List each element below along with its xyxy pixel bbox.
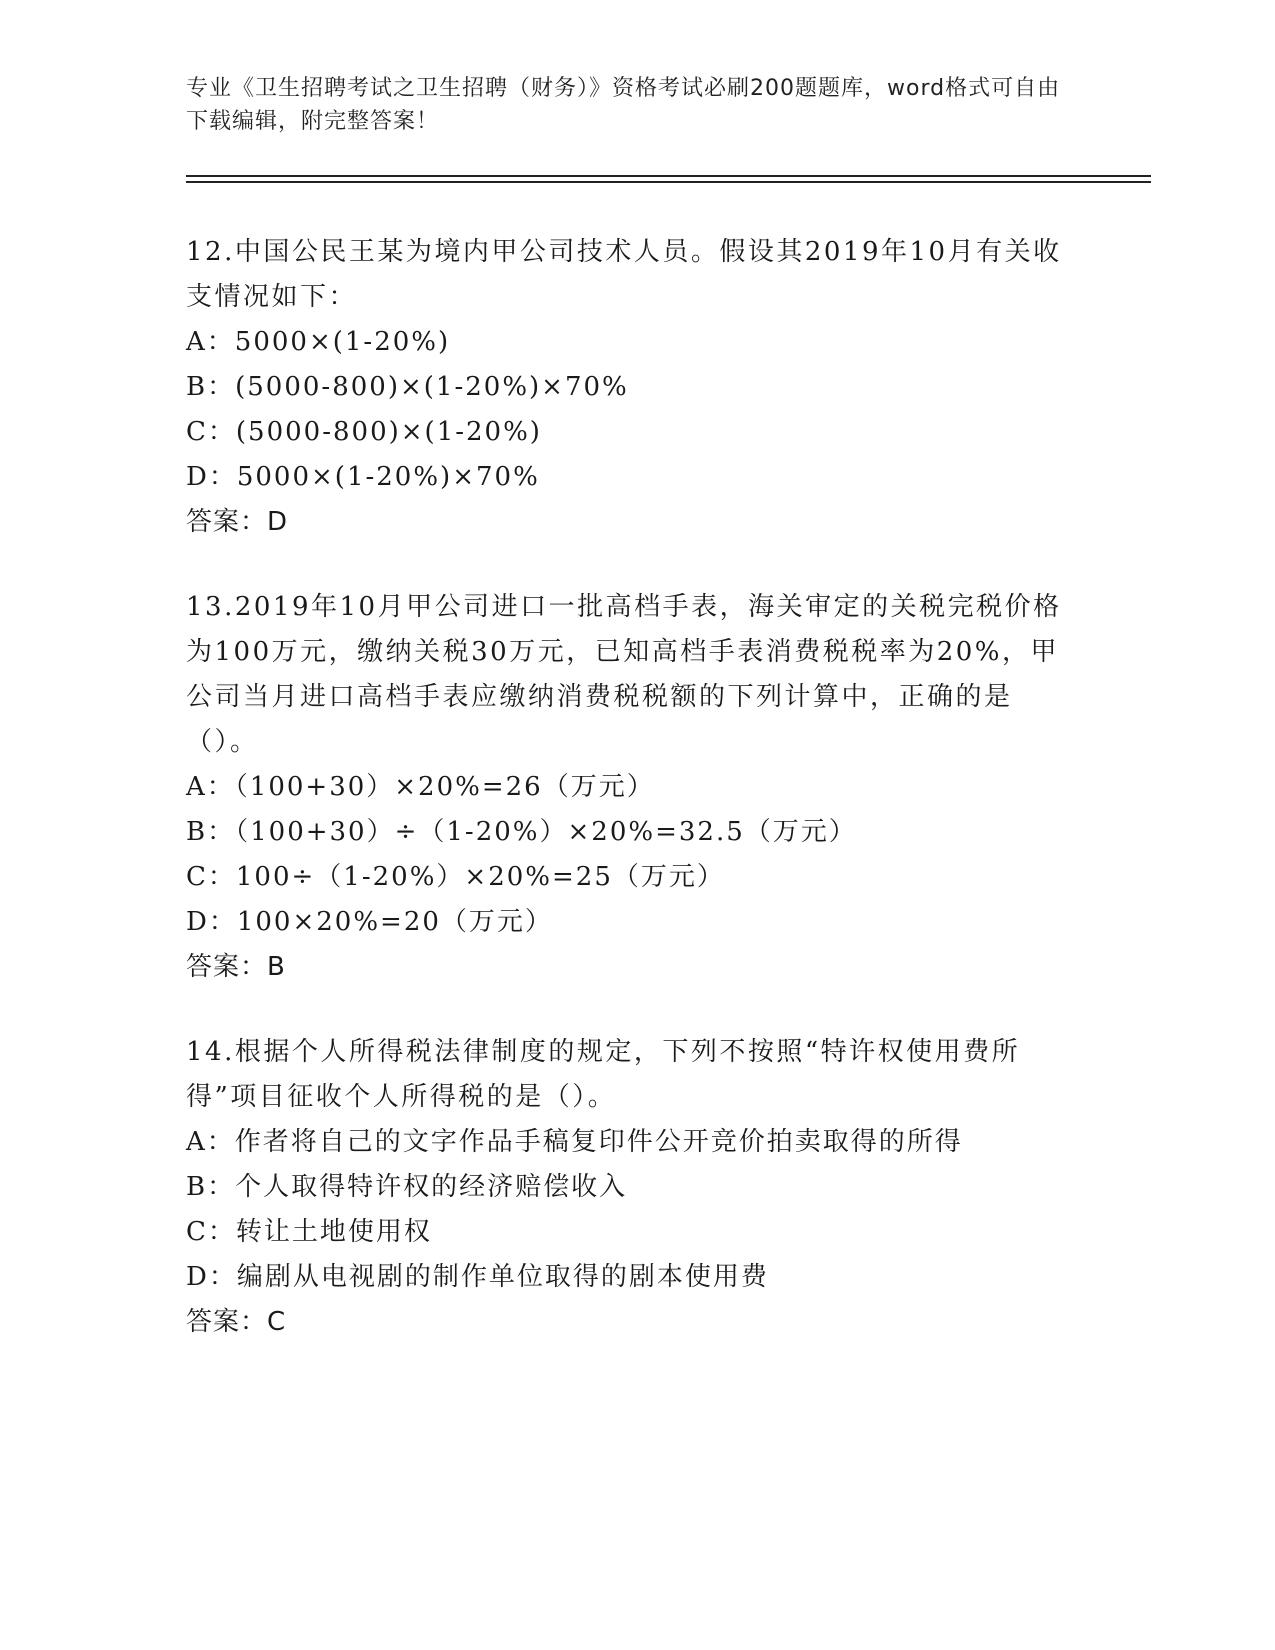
option-d: D：编剧从电视剧的制作单位取得的剧本使用费: [186, 1262, 769, 1292]
question-stem: 14.根据个人所得税法律制度的规定，下列不按照“特许权使用费所得”项目征收个人所得税的是（）。: [186, 1037, 1021, 1112]
question-stem: 12.中国公民王某为境内甲公司技术人员。假设其2019年10月有关收支情况如下：: [186, 237, 1062, 312]
option-c: C：(5000-800)×(1-20%): [186, 417, 542, 447]
answer: 答案：C: [186, 1307, 287, 1337]
question-14: [186, 1030, 1066, 1345]
option-a: A：（100+30）×20%=26（万元）: [186, 772, 655, 802]
document-header: 专业《卫生招聘考试之卫生招聘（财务）》资格考试必刷200题题库，word格式可自由下载编辑，附完整答案！: [186, 76, 1061, 134]
question-12: [186, 230, 1066, 545]
header-divider-bottom: [186, 181, 1151, 183]
option-a: A：作者将自己的文字作品手稿复印件公开竞价拍卖取得的所得: [186, 1127, 963, 1157]
option-c: C：转让土地使用权: [186, 1217, 432, 1247]
answer: 答案：B: [186, 952, 286, 982]
option-c: C：100÷（1-20%）×20%=25（万元）: [186, 862, 725, 892]
option-a: A：5000×(1-20%): [186, 327, 451, 357]
answer: 答案：D: [186, 507, 289, 537]
option-d: D：100×20%=20（万元）: [186, 907, 553, 937]
option-b: B：(5000-800)×(1-20%)×70%: [186, 372, 629, 402]
question-13: [186, 585, 1066, 990]
option-b: B：个人取得特许权的经济赔偿收入: [186, 1172, 628, 1202]
header-divider-top: [186, 175, 1151, 177]
option-b: B：（100+30）÷（1-20%）×20%=32.5（万元）: [186, 817, 857, 847]
question-stem: 13.2019年10月甲公司进口一批高档手表，海关审定的关税完税价格为100万元，缴纳关税30万元，已知高档手表消费税税率为20%，甲公司当月进口高档手表应缴纳消费税税额的下列计算中，正确的是（）。: [186, 592, 1062, 757]
question-list: [186, 230, 1066, 1385]
option-d: D：5000×(1-20%)×70%: [186, 462, 540, 492]
